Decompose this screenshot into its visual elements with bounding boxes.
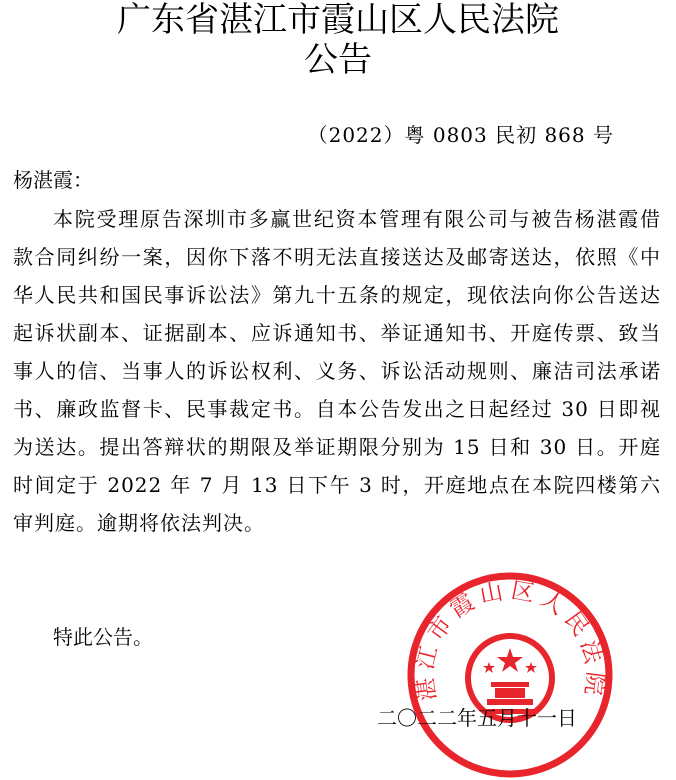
closing-statement: 特此公告。	[53, 625, 153, 649]
notice-body: 本院受理原告深圳市多赢世纪资本管理有限公司与被告杨湛霞借款合同纠纷一案，因你下落不明无法直接送达及邮寄送达，依照《中华人民共和国民事诉讼法》第九十五条的规定，现依法向你公告送达起诉状副本、证据副本、应诉通知书、举证通知书、开庭传票、致当事人的信、当事人的诉讼权利、义务、诉讼活动规则、廉洁司法承诺书、廉政监督卡、民事裁定书。自本公告发出之日起经过 30 日即视为送达。提出答辩状的期限及举证期限分别为 15 日和 30 日。开庭时间定于 2022 年 7 月 13 日下午 3 时，开庭地点在本院四楼第六审判庭。逾期将依法判决。	[13, 207, 661, 535]
court-name: 广东省湛江市霞山区人民法院	[117, 0, 559, 40]
document-title: 公告	[304, 40, 372, 80]
addressee: 杨湛霞：	[13, 168, 93, 192]
case-number: （2022）粤 0803 民初 868 号	[307, 123, 614, 147]
court-seal	[405, 570, 615, 780]
issue-date: 二〇二二年五月十一日	[377, 706, 577, 730]
seal-text: 湛江市霞山区人民法院	[411, 577, 609, 703]
